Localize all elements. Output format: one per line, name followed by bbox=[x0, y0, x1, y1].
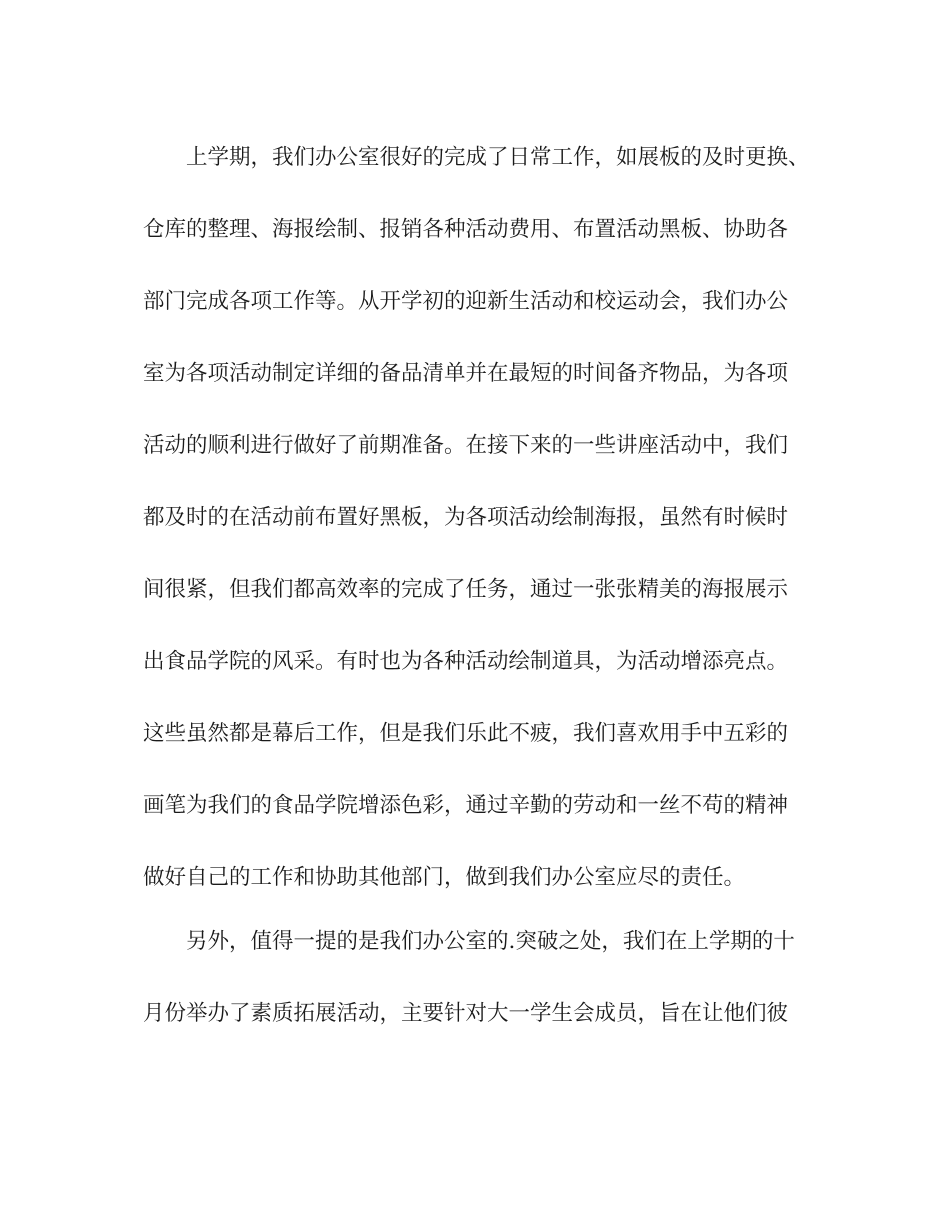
paragraph-1-line-2: 仓库的整理、海报绘制、报销各种活动费用、布置活动黑板、协助各 bbox=[143, 217, 789, 242]
paragraph-1-line-3: 部门完成各项工作等。从开学初的迎新生活动和校运动会，我们办公 bbox=[143, 289, 789, 314]
paragraph-1-line-6: 都及时的在活动前布置好黑板，为各项活动绘制海报，虽然有时候时 bbox=[143, 505, 789, 530]
paragraph-1-line-10: 画笔为我们的食品学院增添色彩，通过辛勤的劳动和一丝不苟的精神 bbox=[143, 793, 789, 818]
paragraph-2-line-1: 另外，值得一提的是我们办公室的.突破之处，我们在上学期的十 bbox=[186, 929, 795, 954]
paragraph-1-line-9: 这些虽然都是幕后工作，但是我们乐此不疲，我们喜欢用手中五彩的 bbox=[143, 721, 789, 746]
paragraph-1-line-8: 出食品学院的风采。有时也为各种活动绘制道具，为活动增添亮点。 bbox=[143, 649, 789, 674]
paragraph-1-line-4: 室为各项活动制定详细的备品清单并在最短的时间备齐物品，为各项 bbox=[143, 361, 789, 386]
paragraph-1-line-1: 上学期，我们办公室很好的完成了日常工作，如展板的及时更换、 bbox=[186, 145, 810, 170]
paragraph-1-line-7: 间很紧，但我们都高效率的完成了任务，通过一张张精美的海报展示 bbox=[143, 577, 789, 602]
paragraph-1-line-11: 做好自己的工作和协助其他部门，做到我们办公室应尽的责任。 bbox=[143, 865, 746, 890]
paragraph-1-line-5: 活动的顺利进行做好了前期准备。在接下来的一些讲座活动中，我们 bbox=[143, 433, 789, 458]
paragraph-2-line-2: 月份举办了素质拓展活动，主要针对大一学生会成员，旨在让他们彼 bbox=[143, 1001, 789, 1026]
